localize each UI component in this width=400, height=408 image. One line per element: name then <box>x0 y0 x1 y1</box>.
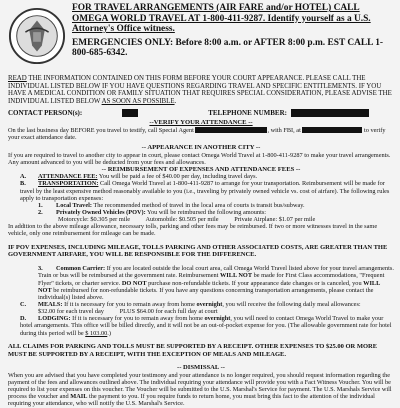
receipts-caps-notice: ALL CLAIMS FOR PARKING AND TOLLS MUST BE SUPPORTED BY A RECEIPT. OTHER EXPENSES TO $25.00 OR MORE MUST BE SUPPORTED BY A RECEIPT, WITH THE EXCEPTION OF MEALS AND MILEAGE. <box>8 343 378 358</box>
common-carrier-text-c: purchase non-refundable tickets. If your appearance date changes or is canceled, you <box>146 279 364 287</box>
common-carrier-title: Common Carrier: <box>56 265 106 273</box>
doj-seal-icon <box>8 7 66 65</box>
emergency-line: EMERGENCIES ONLY: Before 8:00 a.m. or AFTER 8:00 p.m. EST CALL 1-800-685-6342. <box>72 37 384 59</box>
item-b-label: B. <box>20 180 26 188</box>
pov-caps-warning: IF POV EXPENSES, INCLUDING MILEAGE, TOLLS PARKING AND OTHER ASSOCIATED COSTS, ARE GREATER THAN THE GOVERNMENT AIRFARE, YOU WILL BE RESPONSIBLE FOR THE DIFFERENCE. <box>8 244 388 259</box>
local-travel-title: Local Travel: <box>56 201 92 209</box>
redacted-telephone <box>291 109 369 117</box>
local-travel-text: The recommended method of travel in the local area of courts is transit bus/subway. <box>91 201 305 209</box>
will-not-emphasis-1: WILL NOT <box>220 272 253 280</box>
lodging-item <box>8 315 394 336</box>
intro-end: . <box>174 97 177 105</box>
common-carrier-text-a: If you are located outside the local court area, call Omega World Travel listed above for your travel arrangements. Train or bus will be reimbursed at the government rate. Reimbursement <box>38 265 394 280</box>
dismissal-text-b: the payment to you. If you require funds to return home, you must bring this fact to the attention of the individual requiring your attendance, who will notify the U.S. Marshal's Service. <box>8 393 375 408</box>
meals-item <box>8 301 394 308</box>
lodging-text-a: If it is necessary for you to remain away from home <box>70 315 205 323</box>
item-c-label: C. <box>20 301 27 308</box>
item-d-label: D. <box>20 315 27 323</box>
form-header <box>8 3 394 73</box>
meals-title: MEALS: <box>38 301 63 308</box>
contact-row <box>8 109 394 117</box>
meals-text-b: , you will receive the following daily meal allowances: <box>222 301 361 308</box>
reimbursement-heading: -- REIMBURSEMENT OF EXPENSES AND ATTENDANCE FEES -- <box>101 165 301 173</box>
header-text <box>72 3 394 73</box>
other-city-heading: -- APPEARANCE IN ANOTHER CITY -- <box>141 144 261 152</box>
telephone-label: TELEPHONE NUMBER: <box>208 109 287 118</box>
pov-note: In addition to the above mileage allowance, necessary tolls, parking and other fees may be reimbursed. If two or more witnesses travel in the same vehicle, only one reimbursement for mileage can be made. <box>8 223 378 238</box>
item-b2-label: 2. <box>38 209 43 216</box>
item-b1-label: 1. <box>38 201 43 209</box>
meals-text-a: If it is necessary for you to remain away from home <box>62 301 197 308</box>
verify-text <box>8 127 394 141</box>
local-travel-item <box>8 202 394 209</box>
transportation-title: TRANSPORTATION: <box>38 180 99 188</box>
intro-tail: AS SOON AS POSSIBLE <box>101 97 175 105</box>
attendance-fee-title: ATTENDANCE FEE: <box>38 173 98 181</box>
contact-persons-label: CONTACT PERSON(s): <box>8 109 83 118</box>
common-carrier-item <box>8 265 394 301</box>
do-not-emphasis: DO NOT <box>121 279 147 287</box>
mileage-rates: Motorcycle: $0.305 per mile Automobile: $0.505 per mile Private Airplane: $1.07 per mile <box>58 216 316 224</box>
redacted-agent-name <box>195 127 267 133</box>
lodging-end: .) <box>107 329 111 337</box>
item-a-label: A. <box>20 173 27 181</box>
intro-lead: READ <box>8 75 27 82</box>
common-carrier-text-b: be made for First Class accommodations, "Frequent Flyer" tickets, or charter service. <box>38 272 385 287</box>
other-city-text: If you are required to travel to another city to appear in court, please contact Omega World Travel at 1-800-411-9287 to make your travel arrangements. Any amount advanced to you will be deducted from your fees and allowances. <box>8 151 391 166</box>
pov-text: You will be reimbursed the following amounts: <box>145 209 267 216</box>
dismissal-heading: -- DISMISSAL -- <box>177 364 225 372</box>
lodging-text-b: , you will need to contact Omega World Travel to make your hotel arrangements. This office will be billed directly, and it will not be an out-of-pocket expense for you. (The allowable government rate for hotel during this period will be <box>20 315 392 337</box>
overnight-emphasis-1: overnight <box>196 301 223 308</box>
item-b3-label: 3. <box>38 265 43 273</box>
will-not-emphasis-2: WILL NOT <box>38 279 380 294</box>
dismissal-text <box>8 372 394 408</box>
hotel-rate: $ 103.00 <box>85 329 108 337</box>
dismissal-text-a: When you are advised that you have completed your testimony and your attendance is no longer required, you should request information regarding the payment of the fees and allowances outlined above. The individual requiring your attendance will provide you with a Fact Witness Voucher. You will be required to list your expenses on this voucher. The Voucher will be submitted to the U.S. Marshal's Service for payment. The U.S. Marshals Service will process the voucher and <box>8 371 392 401</box>
meal-amounts: $32.00 for each travel day PLUS $64.00 for each full day at court <box>38 308 218 316</box>
lodging-title: LODGING: <box>38 315 71 323</box>
transportation-text: Call Omega World Travel at 1-800-411-9287 to arrange for your transportation. Reimbursement will be made for travel by the least expensive method reasonably available to you (i.e., traveling by privately owned vehicle vs. cost of airfare). The following rules apply to transportation expenses: <box>20 180 390 202</box>
overnight-emphasis-2: overnight <box>204 315 231 323</box>
verify-text-3: to verify your exact attendance date. <box>8 126 386 141</box>
verify-text-1: On the last business day BEFORE you travel to testify, call Special Agent <box>8 126 194 134</box>
common-carrier-text-d: be reimbursed for non-refundable tickets. If you have any questions concerning transportation arrangements, please contact the individual(s) listed above. <box>38 286 374 301</box>
mail-emphasis: MAIL <box>70 393 88 401</box>
redacted-agent-phone <box>302 127 362 133</box>
attendance-fee-text: You will be paid a fee of $40.00 per day, including travel days. <box>97 173 258 181</box>
transportation-item <box>8 180 394 201</box>
pov-title: Privately Owned Vehicles (POV): <box>56 209 146 216</box>
attendance-fee-item <box>8 173 394 180</box>
pov-item <box>8 209 394 216</box>
redacted-contact-name <box>122 109 138 117</box>
intro-text: THE INFORMATION CONTAINED ON THIS FORM BEFORE YOUR COURT APPEARANCE. PLEASE CALL THE INDIVIDUAL LISTED BELOW IF YOU HAVE QUESTIONS REGARDING TRAVEL AND SPECIFIC ENTITLEMENTS. IF YOU HAVE A MEDICAL CONDITION OR FAMILY SITUATION THAT REQUIRES SPECIAL CONSIDERATION, PLEASE ADVISE THE INDIVIDUAL LISTED BELOW <box>8 75 392 105</box>
verify-text-2: , with FBI, at <box>267 126 301 134</box>
intro-paragraph <box>8 75 394 105</box>
verify-heading: --VERIFY YOUR ATTENDANCE -- <box>149 119 253 127</box>
travel-arrangements-line: FOR TRAVEL ARRANGEMENTS (AIR FARE and/or HOTEL) CALL OMEGA WORLD TRAVEL AT 1-800-411-9287. Identify yourself as a U.S. Attorney's Office witness. <box>72 3 371 35</box>
